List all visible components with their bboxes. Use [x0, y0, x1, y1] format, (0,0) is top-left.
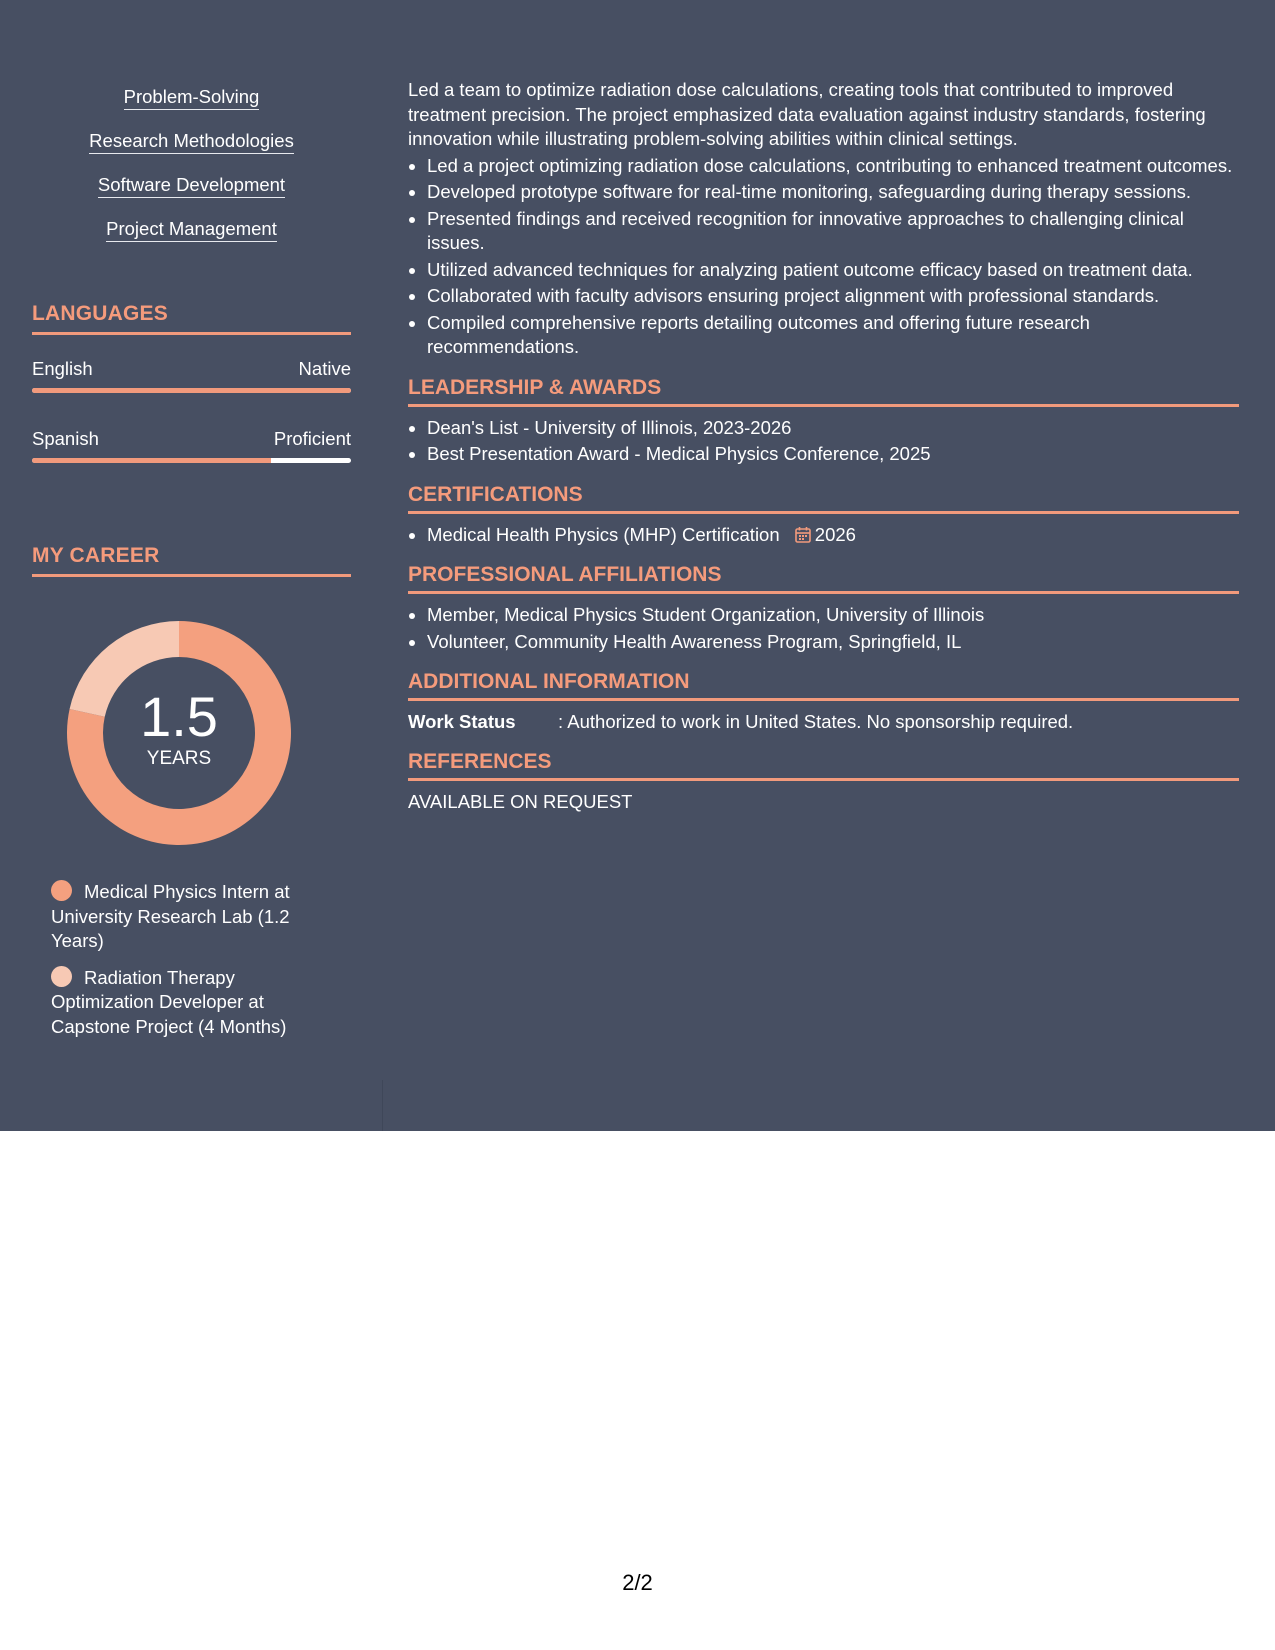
- career-entry-label: Medical Physics Intern at University Research Lab (1.2 Years): [51, 881, 290, 951]
- list-item: • Presented findings and received recognition for innovative approaches to challenging clinical issues.: [427, 207, 1239, 256]
- language-english: [32, 358, 351, 393]
- project-bullets: [408, 154, 1239, 360]
- language-proficiency-fill: [32, 458, 271, 463]
- legend-dot: [51, 880, 72, 901]
- career-legend: [51, 880, 321, 1051]
- legend-dot: [51, 966, 72, 987]
- certification-name: Medical Health Physics (MHP) Certification: [427, 523, 780, 545]
- leadership-list: [408, 416, 1239, 467]
- certifications-list: [408, 523, 1239, 548]
- list-item: • Utilized advanced techniques for analyzing patient outcome efficacy based on treatment data.: [427, 258, 1239, 283]
- language-level: Native: [298, 358, 351, 379]
- language-spanish: [32, 428, 351, 463]
- column-divider: [382, 1080, 383, 1131]
- career-donut-chart: [66, 620, 292, 846]
- language-proficiency-fill: [32, 388, 351, 393]
- list-item: • Member, Medical Physics Student Organization, University of Illinois: [427, 603, 1239, 628]
- work-status-row: [408, 710, 1239, 734]
- skill-item: Research Methodologies: [89, 130, 294, 154]
- skill-item: Problem-Solving: [124, 86, 260, 110]
- skill-item: Project Management: [106, 218, 277, 242]
- right-column: [408, 78, 1239, 814]
- career-total-unit: YEARS: [146, 748, 212, 769]
- work-status-label: Work Status: [408, 711, 516, 732]
- career-heading: MY CAREER: [32, 543, 351, 577]
- certification-date: [795, 524, 856, 545]
- language-proficiency-bar: [32, 388, 351, 393]
- references-text: AVAILABLE ON REQUEST: [408, 791, 633, 812]
- work-status-value: : Authorized to work in United States. No sponsorship required.: [558, 711, 1074, 732]
- affiliations-heading: PROFESSIONAL AFFILIATIONS: [408, 562, 1239, 594]
- skill-item: Software Development: [98, 174, 285, 198]
- list-item: • Volunteer, Community Health Awareness Program, Springfield, IL: [427, 630, 1239, 655]
- list-item: • Compiled comprehensive reports detailing outcomes and offering future research recommendations.: [427, 311, 1239, 360]
- list-item: • Dean's List - University of Illinois, 2023-2026: [427, 416, 1239, 441]
- list-item: [427, 523, 1239, 548]
- list-item: • Collaborated with faculty advisors ensuring project alignment with professional standards.: [427, 284, 1239, 309]
- calendar-icon: [795, 526, 811, 543]
- language-proficiency-bar: [32, 458, 351, 463]
- skills-list: [32, 86, 351, 262]
- career-entry-label: Radiation Therapy Optimization Developer at Capstone Project (4 Months): [51, 966, 287, 1037]
- list-item: • Developed prototype software for real-time monitoring, safeguarding during therapy sessions.: [427, 180, 1239, 205]
- list-item: • Led a project optimizing radiation dose calculations, contributing to enhanced treatment outcomes.: [427, 154, 1239, 179]
- career-legend-item: [51, 880, 321, 954]
- language-level: Proficient: [273, 428, 351, 449]
- language-name: Spanish: [32, 428, 99, 449]
- list-item: • Best Presentation Award - Medical Physics Conference, 2025: [427, 442, 1239, 467]
- languages-heading: LANGUAGES: [32, 301, 351, 335]
- language-name: English: [32, 358, 93, 379]
- affiliations-list: [408, 603, 1239, 654]
- references-heading: REFERENCES: [408, 749, 1239, 781]
- career-legend-item: [51, 966, 321, 1040]
- certifications-heading: CERTIFICATIONS: [408, 482, 1239, 514]
- page-number: 2/2: [622, 1570, 653, 1595]
- career-total-value: 1.5: [140, 685, 218, 748]
- leadership-heading: LEADERSHIP & AWARDS: [408, 375, 1239, 407]
- project-intro: Led a team to optimize radiation dose calculations, creating tools that contributed to improved treatment precision. The project emphasized data evaluation against industry standards, fostering innovation while illustrating problem-solving abilities within clinical settings.: [408, 79, 1206, 149]
- additional-info-heading: ADDITIONAL INFORMATION: [408, 669, 1239, 701]
- certification-year: 2026: [814, 523, 856, 545]
- career-total: [66, 620, 292, 846]
